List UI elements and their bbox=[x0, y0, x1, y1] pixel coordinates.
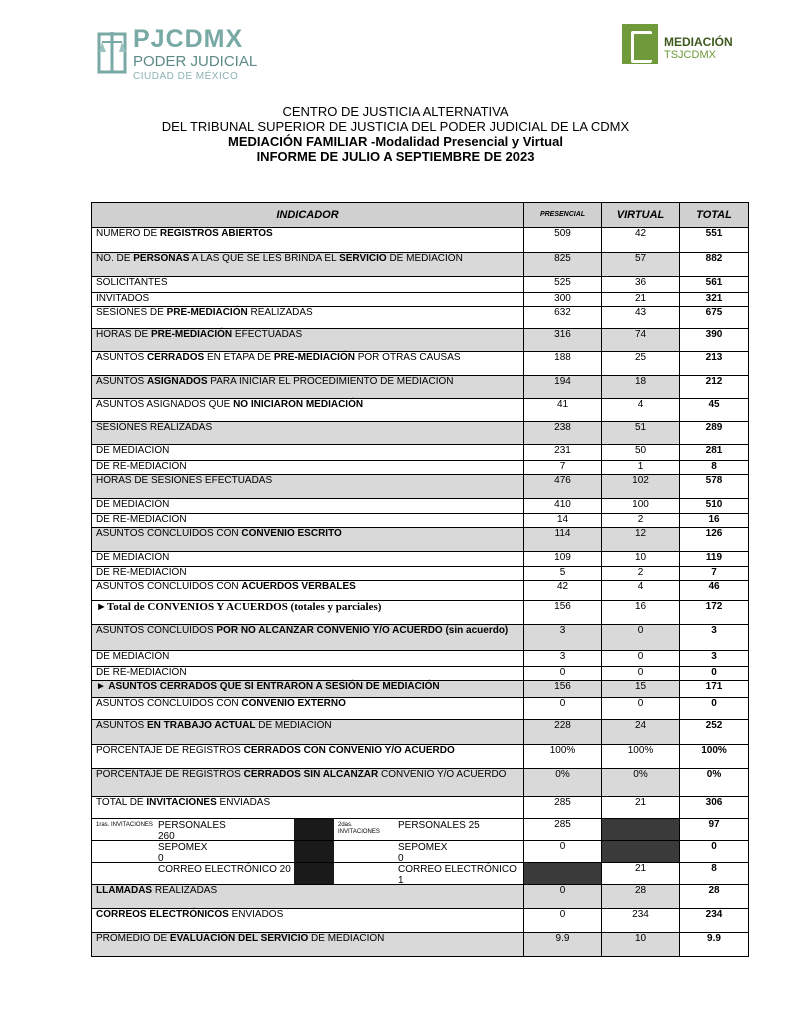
indicator-label: DE MEDIACIÓN bbox=[92, 445, 524, 461]
indicator-label: DE RE-MEDIACIÓN bbox=[92, 567, 524, 581]
virtual-value: 16 bbox=[602, 601, 680, 625]
indicator-label: NO. DE PERSONAS A LAS QUE SE LES BRINDA EL SERVICIO DE MEDIACIÓN bbox=[92, 253, 524, 277]
invitation-breakdown bbox=[92, 841, 524, 863]
total-value: 171 bbox=[680, 681, 749, 698]
presencial-value: 0 bbox=[524, 841, 602, 863]
table-row bbox=[92, 797, 749, 819]
virtual-value bbox=[602, 819, 680, 841]
presencial-value: 14 bbox=[524, 514, 602, 528]
indicator-label: PORCENTAJE DE REGISTROS CERRADOS CON CONVENIO Y/O ACUERDO bbox=[92, 745, 524, 769]
heading-line-3: MEDIACIÓN FAMILIAR -Modalidad Presencial y Virtual bbox=[228, 134, 563, 149]
virtual-value: 42 bbox=[602, 228, 680, 253]
virtual-value: 0 bbox=[602, 625, 680, 651]
virtual-value: 50 bbox=[602, 445, 680, 461]
virtual-value: 25 bbox=[602, 352, 680, 376]
indicator-label: PORCENTAJE DE REGISTROS CERRADOS SIN ALCANZAR CONVENIO Y/O ACUERDO bbox=[92, 769, 524, 797]
indicator-label: PROMEDIO DE EVALUACIÓN DEL SERVICIO DE MEDIACIÓN bbox=[92, 933, 524, 957]
indicator-label: SESIONES REALIZADAS bbox=[92, 422, 524, 445]
virtual-value: 0 bbox=[602, 667, 680, 681]
virtual-value: 15 bbox=[602, 681, 680, 698]
virtual-value: 21 bbox=[602, 797, 680, 819]
report-table bbox=[91, 202, 749, 957]
indicator-label: DE MEDIACIÓN bbox=[92, 651, 524, 667]
virtual-value: 100% bbox=[602, 745, 680, 769]
heading-line-1: CENTRO DE JUSTICIA ALTERNATIVA bbox=[282, 104, 509, 119]
indicator-label: ASUNTOS CONCLUÍDOS CON CONVENIO EXTERNO bbox=[92, 698, 524, 720]
table-row bbox=[92, 277, 749, 293]
total-value: 321 bbox=[680, 293, 749, 307]
virtual-value: 234 bbox=[602, 909, 680, 933]
indicator-label: DE RE-MEDIACIÓN bbox=[92, 514, 524, 528]
presencial-value: 194 bbox=[524, 376, 602, 399]
virtual-value: 4 bbox=[602, 581, 680, 601]
table-row bbox=[92, 667, 749, 681]
total-value: 882 bbox=[680, 253, 749, 277]
heading-line-2: DEL TRIBUNAL SUPERIOR DE JUSTICIA DEL PODER JUDICIAL DE LA CDMX bbox=[161, 119, 630, 134]
presencial-value: 525 bbox=[524, 277, 602, 293]
virtual-value: 18 bbox=[602, 376, 680, 399]
table-row bbox=[92, 567, 749, 581]
table-row bbox=[92, 651, 749, 667]
indicator-label: ASUNTOS CONCLUÍDOS POR NO ALCANZAR CONVENIO Y/O ACUERDO (sin acuerdo) bbox=[92, 625, 524, 651]
total-value: 561 bbox=[680, 277, 749, 293]
presencial-value: 228 bbox=[524, 720, 602, 745]
mediacion-logo-subtitle: TSJCDMX bbox=[664, 49, 716, 61]
presencial-value: 509 bbox=[524, 228, 602, 253]
indicator-label: ASUNTOS ASIGNADOS QUE NO INICIARON MEDIACIÓN bbox=[92, 399, 524, 422]
total-value: 3 bbox=[680, 625, 749, 651]
table-row bbox=[92, 601, 749, 625]
indicator-label: LLAMADAS REALIZADAS bbox=[92, 885, 524, 909]
presencial-value: 188 bbox=[524, 352, 602, 376]
presencial-value: 316 bbox=[524, 329, 602, 352]
total-value: 16 bbox=[680, 514, 749, 528]
virtual-value: 21 bbox=[602, 293, 680, 307]
scales-icon bbox=[97, 28, 127, 76]
presencial-value: 825 bbox=[524, 253, 602, 277]
second-invitation-item: SEPOMEX 0 bbox=[398, 842, 448, 864]
indicator-label: ASUNTOS CONCLUÍDOS CON ACUERDOS VERBALES bbox=[92, 581, 524, 601]
total-value: 8 bbox=[680, 461, 749, 475]
table-row bbox=[92, 552, 749, 567]
virtual-value: 36 bbox=[602, 277, 680, 293]
virtual-value: 10 bbox=[602, 552, 680, 567]
presencial-value: 285 bbox=[524, 797, 602, 819]
brand-text: PJCDMX bbox=[133, 25, 244, 53]
total-value: 252 bbox=[680, 720, 749, 745]
presencial-value: 0 bbox=[524, 667, 602, 681]
presencial-value: 0 bbox=[524, 909, 602, 933]
total-value: 281 bbox=[680, 445, 749, 461]
first-invitations-label: 1ras. INVITACIONES bbox=[96, 822, 153, 828]
presencial-value: 632 bbox=[524, 307, 602, 329]
presencial-value: 0 bbox=[524, 885, 602, 909]
total-value: 28 bbox=[680, 885, 749, 909]
virtual-value: 74 bbox=[602, 329, 680, 352]
second-invitations-label: 2das. INVITACIONES bbox=[338, 822, 380, 835]
indicator-label: TOTAL DE INVITACIONES ENVIADAS bbox=[92, 797, 524, 819]
indicator-label: DE MEDIACIÓN bbox=[92, 552, 524, 567]
table-row bbox=[92, 745, 749, 769]
total-value: 9.9 bbox=[680, 933, 749, 957]
header-indicador: INDICADOR bbox=[92, 203, 524, 228]
table-row bbox=[92, 253, 749, 277]
presencial-value bbox=[524, 863, 602, 885]
table-row bbox=[92, 352, 749, 376]
total-value: 675 bbox=[680, 307, 749, 329]
indicator-label: DE RE-MEDIACIÓN bbox=[92, 461, 524, 475]
indicator-label: SESIONES DE PRE-MEDIACIÓN REALIZADAS bbox=[92, 307, 524, 329]
total-value: 126 bbox=[680, 528, 749, 552]
virtual-value: 57 bbox=[602, 253, 680, 277]
virtual-value: 2 bbox=[602, 567, 680, 581]
total-value: 234 bbox=[680, 909, 749, 933]
total-value: 289 bbox=[680, 422, 749, 445]
presencial-value: 100% bbox=[524, 745, 602, 769]
table-row bbox=[92, 293, 749, 307]
mediacion-logo-title: MEDIACIÓN bbox=[664, 35, 733, 49]
total-value: 0 bbox=[680, 841, 749, 863]
first-invitation-item: CORREO ELECTRÓNICO 20 bbox=[158, 864, 291, 875]
presencial-value: 231 bbox=[524, 445, 602, 461]
invitation-row bbox=[92, 819, 749, 841]
virtual-value: 0% bbox=[602, 769, 680, 797]
total-value: 45 bbox=[680, 399, 749, 422]
presencial-value: 7 bbox=[524, 461, 602, 475]
total-value: 306 bbox=[680, 797, 749, 819]
table-row bbox=[92, 769, 749, 797]
table-row bbox=[92, 499, 749, 514]
presencial-value: 109 bbox=[524, 552, 602, 567]
indicator-label: HORAS DE PRE-MEDIACIÓN EFECTUADAS bbox=[92, 329, 524, 352]
total-value: 97 bbox=[680, 819, 749, 841]
total-value: 0 bbox=[680, 698, 749, 720]
virtual-value: 4 bbox=[602, 399, 680, 422]
virtual-value: 1 bbox=[602, 461, 680, 475]
invitation-breakdown bbox=[92, 819, 524, 841]
invitation-breakdown bbox=[92, 863, 524, 885]
virtual-value: 0 bbox=[602, 651, 680, 667]
first-invitation-item: SEPOMEX 0 bbox=[158, 842, 208, 864]
presencial-value: 3 bbox=[524, 651, 602, 667]
indicator-label: INVITADOS bbox=[92, 293, 524, 307]
table-row bbox=[92, 461, 749, 475]
header-presencial: PRESENCIAL bbox=[524, 203, 602, 228]
indicator-label: NÚMERO DE REGISTROS ABIERTOS bbox=[92, 228, 524, 253]
total-value: 7 bbox=[680, 567, 749, 581]
brand-city: CIUDAD DE MÉXICO bbox=[133, 71, 239, 82]
indicator-label: DE RE-MEDIACIÓN bbox=[92, 667, 524, 681]
invitation-row bbox=[92, 841, 749, 863]
table-row bbox=[92, 329, 749, 352]
table-row bbox=[92, 422, 749, 445]
virtual-value: 21 bbox=[602, 863, 680, 885]
table-row bbox=[92, 228, 749, 253]
table-row bbox=[92, 376, 749, 399]
indicator-label: ASUNTOS CONCLUÍDOS CON CONVENIO ESCRITO bbox=[92, 528, 524, 552]
indicator-label: ► ASUNTOS CERRADOS QUE SÍ ENTRARON A SESIÓN DE MEDIACIÓN bbox=[92, 681, 524, 698]
indicator-label: SOLICITANTES bbox=[92, 277, 524, 293]
total-value: 119 bbox=[680, 552, 749, 567]
virtual-value: 43 bbox=[602, 307, 680, 329]
indicator-label: CORREOS ELECTRÓNICOS ENVIADOS bbox=[92, 909, 524, 933]
table-row bbox=[92, 625, 749, 651]
first-invitation-item: PERSONALES 260 bbox=[158, 820, 226, 842]
total-value: 213 bbox=[680, 352, 749, 376]
invitation-row bbox=[92, 863, 749, 885]
presencial-value: 156 bbox=[524, 681, 602, 698]
table-row bbox=[92, 514, 749, 528]
virtual-value: 28 bbox=[602, 885, 680, 909]
total-value: 551 bbox=[680, 228, 749, 253]
virtual-value: 24 bbox=[602, 720, 680, 745]
table-header-row bbox=[92, 203, 749, 228]
presencial-value: 238 bbox=[524, 422, 602, 445]
virtual-value: 2 bbox=[602, 514, 680, 528]
virtual-value: 0 bbox=[602, 698, 680, 720]
presencial-value: 0% bbox=[524, 769, 602, 797]
presencial-value: 42 bbox=[524, 581, 602, 601]
mediacion-logo bbox=[622, 24, 752, 68]
table-row bbox=[92, 399, 749, 422]
virtual-value: 10 bbox=[602, 933, 680, 957]
virtual-value: 12 bbox=[602, 528, 680, 552]
virtual-value bbox=[602, 841, 680, 863]
indicator-label: ASUNTOS ASIGNADOS PARA INICIAR EL PROCEDIMIENTO DE MEDIACIÓN bbox=[92, 376, 524, 399]
brand-subtitle: PODER JUDICIAL bbox=[133, 53, 258, 70]
table-row bbox=[92, 681, 749, 698]
presencial-value: 41 bbox=[524, 399, 602, 422]
indicator-label: ASUNTOS CERRADOS EN ETAPA DE PRE-MEDIACIÓN POR OTRAS CAUSAS bbox=[92, 352, 524, 376]
indicator-label: ASUNTOS EN TRABAJO ACTUAL DE MEDIACIÓN bbox=[92, 720, 524, 745]
presencial-value: 114 bbox=[524, 528, 602, 552]
table-row bbox=[92, 720, 749, 745]
presencial-value: 0 bbox=[524, 698, 602, 720]
total-value: 3 bbox=[680, 651, 749, 667]
table-row bbox=[92, 307, 749, 329]
presencial-value: 300 bbox=[524, 293, 602, 307]
total-value: 0 bbox=[680, 667, 749, 681]
presencial-value: 156 bbox=[524, 601, 602, 625]
presencial-value: 5 bbox=[524, 567, 602, 581]
table-row bbox=[92, 698, 749, 720]
indicator-label: HORAS DE SESIONES EFECTUADAS bbox=[92, 475, 524, 499]
table-row bbox=[92, 885, 749, 909]
virtual-value: 102 bbox=[602, 475, 680, 499]
header-virtual: VIRTUAL bbox=[602, 203, 680, 228]
total-value: 390 bbox=[680, 329, 749, 352]
table-row bbox=[92, 581, 749, 601]
header-total: TOTAL bbox=[680, 203, 749, 228]
presencial-value: 9.9 bbox=[524, 933, 602, 957]
virtual-value: 51 bbox=[602, 422, 680, 445]
total-value: 8 bbox=[680, 863, 749, 885]
pjcdmx-logo bbox=[97, 25, 258, 82]
table-row bbox=[92, 933, 749, 957]
presencial-value: 3 bbox=[524, 625, 602, 651]
second-invitation-item: CORREO ELECTRÓNICO 1 bbox=[398, 864, 517, 886]
total-value: 212 bbox=[680, 376, 749, 399]
total-value: 46 bbox=[680, 581, 749, 601]
report-title: INFORME DE JULIO A SEPTIEMBRE DE 2023 bbox=[256, 149, 535, 164]
mediacion-icon bbox=[622, 24, 658, 64]
total-value: 510 bbox=[680, 499, 749, 514]
total-value: 100% bbox=[680, 745, 749, 769]
presencial-value: 476 bbox=[524, 475, 602, 499]
table-row bbox=[92, 475, 749, 499]
second-invitation-item: PERSONALES 25 bbox=[398, 820, 480, 831]
virtual-value: 100 bbox=[602, 499, 680, 514]
total-value: 578 bbox=[680, 475, 749, 499]
indicator-label: ►Total de CONVENIOS Y ACUERDOS (totales y parciales) bbox=[92, 601, 524, 625]
table-row bbox=[92, 909, 749, 933]
table-row bbox=[92, 445, 749, 461]
total-value: 172 bbox=[680, 601, 749, 625]
presencial-value: 285 bbox=[524, 819, 602, 841]
table-row bbox=[92, 528, 749, 552]
indicator-label: DE MEDIACIÓN bbox=[92, 499, 524, 514]
total-value: 0% bbox=[680, 769, 749, 797]
presencial-value: 410 bbox=[524, 499, 602, 514]
